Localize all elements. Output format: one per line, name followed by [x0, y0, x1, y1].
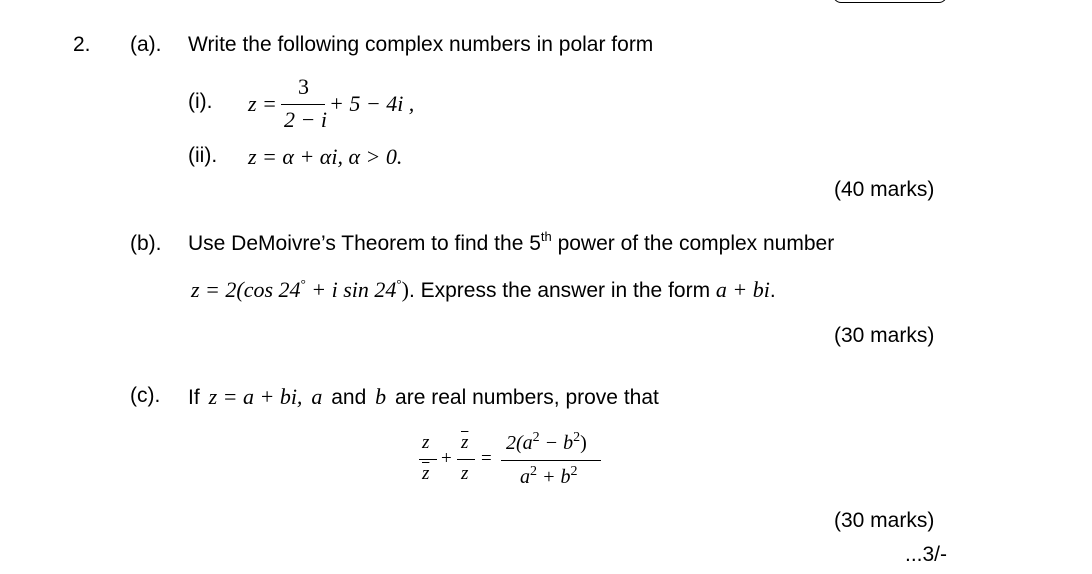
previous-marks-bracket-fragment — [833, 0, 947, 3]
part-a-prompt: Write the following complex numbers in polar form — [188, 33, 654, 56]
eq-rhs-bar — [501, 460, 601, 461]
eq-frac2-numerator: $\overline{z}$ — [461, 432, 469, 453]
part-c-label: (c). — [130, 384, 161, 407]
item-ii-label: (ii). — [188, 144, 218, 167]
part-b-prompt: Use DeMoivre’s Theorem to find the 5th power of the complex number — [188, 229, 835, 255]
item-i-label: (i). — [188, 90, 213, 113]
eq-frac1-denominator: $\overline{z}$ — [422, 463, 430, 484]
part-a-marks: (40 marks) — [834, 178, 935, 201]
part-b-label: (b). — [130, 232, 162, 255]
eq-frac1-numerator: z — [422, 432, 430, 453]
page-continuation: ...3/- — [905, 543, 948, 566]
part-c-prompt: If z = a + bi, a and b are real numbers, prove that — [188, 384, 659, 409]
item-i-tail: + 5 − 4i , — [329, 91, 415, 116]
item-i-lhs: z = — [248, 91, 277, 116]
part-b-expression-line: z = 2(cos 24° + i sin 24°). Express the answer in the form a + bi. — [191, 276, 776, 302]
item-i-fraction-bar — [281, 104, 325, 105]
eq-frac2-bar — [457, 459, 475, 460]
eq-rhs-numerator: $2(a^2 - b^2)$ — [506, 430, 587, 454]
question-number: 2. — [73, 33, 91, 56]
eq-equals: = — [481, 448, 492, 469]
item-i-numerator: 3 — [298, 74, 309, 99]
item-i-denominator: 2 − i — [284, 107, 327, 132]
eq-rhs-denominator: $a^2 + b^2$ — [520, 464, 578, 488]
part-c-marks: (30 marks) — [834, 509, 935, 532]
eq-frac1-bar — [419, 459, 437, 460]
item-ii-expr: z = α + αi, α > 0. — [248, 144, 403, 169]
part-a-label: (a). — [130, 33, 162, 56]
eq-plus: + — [441, 448, 452, 469]
eq-frac2-denominator: z — [461, 463, 469, 484]
part-b-marks: (30 marks) — [834, 324, 935, 347]
